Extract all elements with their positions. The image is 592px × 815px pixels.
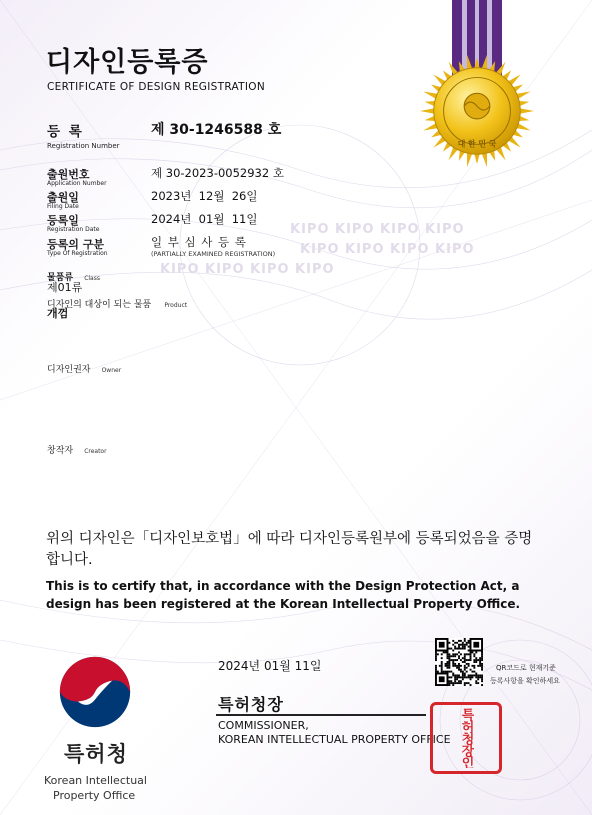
qr-module bbox=[452, 644, 454, 646]
qr-module bbox=[464, 674, 466, 676]
qr-module bbox=[454, 663, 456, 665]
qr-module bbox=[462, 674, 464, 676]
qr-module bbox=[456, 674, 458, 676]
qr-module bbox=[464, 655, 466, 657]
qr-module bbox=[460, 644, 462, 646]
qr-module bbox=[441, 653, 443, 655]
qr-module bbox=[475, 651, 477, 653]
qr-module bbox=[481, 678, 483, 680]
qr-module bbox=[468, 646, 470, 648]
class-label-en: Class bbox=[84, 275, 100, 282]
qr-module bbox=[462, 644, 464, 646]
qr-module bbox=[454, 682, 456, 684]
owner-label-group bbox=[47, 357, 121, 376]
qr-module bbox=[464, 648, 466, 650]
registration-type-value-en: (PARTIALLY EXAMINED REGISTRATION) bbox=[151, 250, 276, 258]
qr-module bbox=[448, 684, 450, 686]
qr-module bbox=[458, 665, 460, 667]
qr-module bbox=[464, 669, 466, 671]
seal-ray bbox=[519, 101, 529, 106]
qr-module bbox=[460, 659, 462, 661]
issuer-title-ko: 특허청장 bbox=[218, 695, 284, 714]
qr-module bbox=[471, 671, 473, 673]
qr-module bbox=[464, 659, 466, 661]
qr-module bbox=[475, 682, 477, 684]
registration-date-label: 등록일 bbox=[47, 214, 79, 227]
qr-module bbox=[456, 665, 458, 667]
qr-module bbox=[437, 671, 439, 673]
seal-ray bbox=[517, 123, 531, 130]
qr-module bbox=[471, 676, 473, 678]
qr-module bbox=[450, 676, 452, 678]
qr-module bbox=[475, 674, 477, 676]
qr-module bbox=[452, 674, 454, 676]
qr-module bbox=[470, 669, 472, 671]
qr-module bbox=[456, 653, 458, 655]
qr-module bbox=[435, 665, 437, 667]
filing-date-label: 출원일 bbox=[47, 191, 79, 204]
application-number-value: 제 30-2023-0052932 호 bbox=[151, 166, 284, 180]
application-number-label-en: Application Number bbox=[47, 180, 107, 187]
qr-module bbox=[473, 661, 475, 663]
qr-module bbox=[448, 663, 450, 665]
qr-module bbox=[448, 682, 450, 684]
registration-type-label-en: Type Of Registration bbox=[47, 250, 108, 257]
kipo-logo-en-line2: Property Office bbox=[53, 789, 136, 802]
qr-module bbox=[481, 676, 483, 678]
owner-label: 디자인권자 bbox=[47, 365, 91, 375]
filing-date-label-en: Filing Date bbox=[47, 203, 79, 210]
qr-module bbox=[447, 667, 449, 669]
product-label-en: Product bbox=[164, 302, 188, 309]
qr-module bbox=[447, 653, 449, 655]
seal-ray bbox=[474, 58, 479, 68]
qr-module bbox=[468, 665, 470, 667]
qr-module bbox=[470, 684, 472, 686]
qr-module bbox=[452, 665, 454, 667]
qr-module bbox=[452, 663, 454, 665]
seal-ray bbox=[423, 123, 437, 130]
qr-module bbox=[468, 650, 470, 652]
application-number-label: 출원번호 bbox=[47, 168, 90, 181]
seal-ray bbox=[482, 55, 487, 69]
qr-module bbox=[481, 659, 483, 661]
issuer-title-en-line1: COMMISSIONER, bbox=[218, 719, 309, 732]
qr-module bbox=[441, 665, 443, 667]
qr-module bbox=[473, 642, 479, 648]
registration-number: 제 30-1246588 호 bbox=[151, 122, 282, 138]
qr-module bbox=[458, 640, 460, 642]
qr-module bbox=[464, 665, 466, 667]
qr-module bbox=[435, 671, 437, 673]
qr-module bbox=[479, 665, 481, 667]
qr-module bbox=[479, 659, 481, 661]
seal-ray bbox=[423, 91, 437, 98]
qr-module bbox=[468, 674, 470, 676]
qr-module bbox=[466, 659, 468, 661]
qr-module bbox=[466, 667, 468, 669]
qr-module bbox=[454, 653, 456, 655]
qr-module bbox=[460, 682, 462, 684]
gold-seal-icon bbox=[418, 52, 536, 170]
qr-module bbox=[470, 676, 472, 678]
qr-module bbox=[448, 659, 450, 661]
qr-module bbox=[439, 676, 445, 682]
watermark-text: KIPO KIPO KIPO KIPO bbox=[290, 222, 465, 237]
product-value: 개껌 bbox=[47, 307, 69, 320]
qr-module bbox=[468, 659, 470, 661]
qr-module bbox=[441, 663, 443, 665]
qr-module bbox=[447, 663, 449, 665]
seal-ray bbox=[519, 116, 529, 121]
qr-module bbox=[470, 657, 472, 659]
qr-module bbox=[448, 661, 450, 663]
qr-module bbox=[464, 657, 466, 659]
qr-module bbox=[452, 682, 454, 684]
qr-module bbox=[458, 680, 460, 682]
qr-module bbox=[445, 663, 447, 665]
qr-module bbox=[460, 676, 462, 678]
qr-module bbox=[447, 657, 449, 659]
qr-module bbox=[470, 674, 472, 676]
certification-text-ko: 위의 디자인은「디자인보호법」에 따라 디자인등록원부에 등록되었음을 증명합니다. bbox=[46, 531, 533, 568]
registration-date-value: 2024년 01월 11일 bbox=[151, 212, 258, 226]
qr-module bbox=[435, 651, 437, 653]
qr-module bbox=[452, 673, 454, 675]
registration-label-en: Registration Number bbox=[47, 142, 120, 150]
qr-module bbox=[435, 667, 437, 669]
qr-module bbox=[473, 659, 475, 661]
qr-module bbox=[475, 676, 477, 678]
qr-module bbox=[458, 667, 460, 669]
qr-module bbox=[454, 674, 456, 676]
qr-module bbox=[477, 659, 479, 661]
qr-module bbox=[466, 682, 468, 684]
qr-module bbox=[458, 669, 460, 671]
qr-module bbox=[454, 659, 456, 661]
qr-module bbox=[462, 657, 464, 659]
qr-module bbox=[464, 644, 466, 646]
qr-module bbox=[481, 651, 483, 653]
qr-module bbox=[441, 657, 443, 659]
qr-module bbox=[481, 674, 483, 676]
qr-module bbox=[437, 653, 439, 655]
qr-module bbox=[460, 669, 462, 671]
qr-module bbox=[470, 655, 472, 657]
qr-module bbox=[466, 676, 468, 678]
qr-module bbox=[477, 676, 479, 678]
qr-module bbox=[458, 674, 460, 676]
qr-module bbox=[458, 663, 460, 665]
qr-module bbox=[475, 661, 477, 663]
qr-module bbox=[466, 644, 468, 646]
qr-module bbox=[481, 655, 483, 657]
kipo-logo-icon bbox=[57, 654, 133, 730]
qr-module bbox=[458, 682, 460, 684]
qr-module bbox=[450, 671, 452, 673]
qr-module bbox=[435, 669, 437, 671]
qr-module bbox=[464, 646, 466, 648]
qr-module bbox=[454, 680, 456, 682]
official-stamp bbox=[430, 702, 502, 774]
qr-module bbox=[448, 676, 450, 678]
qr-module bbox=[464, 638, 466, 640]
qr-module bbox=[443, 651, 445, 653]
qr-module bbox=[462, 673, 464, 675]
qr-module bbox=[458, 644, 460, 646]
creator-label-en: Creator bbox=[84, 448, 107, 455]
certificate-title-en: CERTIFICATE OF DESIGN REGISTRATION bbox=[47, 81, 265, 93]
qr-module bbox=[448, 665, 450, 667]
qr-module bbox=[454, 648, 456, 650]
issuer-title-en-line2: KOREAN INTELLECTUAL PROPERTY OFFICE bbox=[218, 733, 451, 746]
qr-module bbox=[456, 659, 458, 661]
qr-module bbox=[441, 671, 443, 673]
qr-module bbox=[458, 657, 460, 659]
qr-module bbox=[450, 680, 452, 682]
qr-module bbox=[475, 680, 477, 682]
qr-module bbox=[470, 678, 472, 680]
qr-module bbox=[473, 665, 475, 667]
registration-label: 등 록 bbox=[47, 124, 84, 140]
qr-module bbox=[464, 682, 466, 684]
qr-module bbox=[448, 671, 450, 673]
qr-module bbox=[454, 655, 456, 657]
qr-module bbox=[464, 653, 466, 655]
seal-ray bbox=[482, 153, 487, 167]
qr-module bbox=[464, 667, 466, 669]
issue-date: 2024년 01월 11일 bbox=[218, 659, 322, 673]
qr-module bbox=[473, 655, 475, 657]
qr-module bbox=[468, 663, 470, 665]
qr-module bbox=[452, 684, 454, 686]
qr-module bbox=[464, 676, 466, 678]
qr-module bbox=[468, 640, 470, 642]
qr-module bbox=[435, 657, 437, 659]
qr-module bbox=[450, 648, 452, 650]
qr-module bbox=[479, 676, 481, 678]
qr-module bbox=[454, 646, 456, 648]
qr-module bbox=[435, 659, 437, 661]
qr-module bbox=[448, 648, 450, 650]
qr-module bbox=[448, 680, 450, 682]
qr-module bbox=[468, 682, 470, 684]
qr-module bbox=[470, 651, 472, 653]
seal-ray bbox=[520, 108, 534, 113]
qr-module bbox=[458, 648, 460, 650]
qr-module bbox=[464, 673, 466, 675]
qr-module bbox=[481, 667, 483, 669]
seal-ray bbox=[467, 55, 472, 69]
qr-module bbox=[462, 648, 464, 650]
qr-module bbox=[477, 682, 479, 684]
watermark-text: KIPO KIPO KIPO KIPO bbox=[160, 262, 335, 277]
certificate-title: 디자인등록증 bbox=[46, 47, 209, 78]
qr-module bbox=[447, 651, 449, 653]
qr-module bbox=[448, 655, 450, 657]
qr-module bbox=[475, 657, 477, 659]
qr-module bbox=[458, 646, 460, 648]
qr-module bbox=[452, 655, 454, 657]
qr-module bbox=[481, 680, 483, 682]
qr-module bbox=[479, 661, 481, 663]
qr-module bbox=[452, 653, 454, 655]
qr-module bbox=[454, 678, 456, 680]
qr-module bbox=[456, 648, 458, 650]
qr-note-line2: 등록사항을 확인하세요 bbox=[490, 677, 560, 685]
qr-module bbox=[466, 663, 468, 665]
qr-module bbox=[464, 640, 466, 642]
qr-module bbox=[447, 665, 449, 667]
qr-module bbox=[473, 671, 475, 673]
qr-module bbox=[462, 646, 464, 648]
certification-text-en: This is to certify that, in accordance with the Design Protection Act, a design has been registered at the Korean Intellectual Property Office. bbox=[46, 579, 521, 611]
seal-ray bbox=[467, 153, 472, 167]
qr-module bbox=[439, 642, 445, 648]
qr-module bbox=[468, 642, 470, 644]
qr-module bbox=[447, 671, 449, 673]
seal-ray bbox=[474, 154, 479, 164]
creator-label: 창작자 bbox=[47, 446, 74, 456]
qr-module bbox=[450, 655, 452, 657]
qr-module bbox=[460, 640, 462, 642]
qr-module bbox=[452, 659, 454, 661]
qr-module bbox=[470, 659, 472, 661]
qr-module bbox=[448, 667, 450, 669]
qr-module bbox=[454, 665, 456, 667]
filing-date-value: 2023년 12월 26일 bbox=[151, 189, 258, 203]
qr-module bbox=[456, 676, 458, 678]
seal-ray bbox=[517, 91, 531, 98]
registration-type-value: 일 부 심 사 등 록 bbox=[151, 235, 247, 249]
qr-module bbox=[468, 676, 470, 678]
qr-module bbox=[479, 657, 481, 659]
qr-module bbox=[471, 665, 473, 667]
owner-label-en: Owner bbox=[101, 367, 122, 374]
issuer-rule bbox=[216, 714, 426, 716]
seal-ray bbox=[420, 108, 434, 113]
qr-module bbox=[462, 661, 464, 663]
kipo-logo-en-line1: Korean Intellectual bbox=[44, 774, 147, 787]
qr-module bbox=[481, 653, 483, 655]
qr-module bbox=[462, 671, 464, 673]
qr-module bbox=[448, 657, 450, 659]
seal-text: 대 한 민 국 bbox=[457, 139, 497, 149]
qr-module bbox=[462, 676, 464, 678]
qr-module bbox=[462, 678, 464, 680]
qr-module bbox=[481, 657, 483, 659]
qr-module bbox=[458, 655, 460, 657]
qr-module bbox=[445, 651, 447, 653]
qr-module bbox=[450, 682, 452, 684]
watermark-text: KIPO KIPO KIPO KIPO bbox=[300, 242, 475, 257]
qr-module bbox=[473, 653, 475, 655]
qr-module bbox=[475, 659, 477, 661]
qr-module bbox=[454, 676, 456, 678]
qr-module bbox=[452, 650, 454, 652]
qr-module bbox=[439, 665, 441, 667]
qr-module bbox=[475, 673, 477, 675]
qr-module bbox=[441, 669, 443, 671]
qr-module bbox=[477, 665, 479, 667]
qr-module bbox=[466, 642, 468, 644]
qr-module bbox=[443, 671, 445, 673]
kipo-logo-ko: 특허청 bbox=[64, 742, 128, 766]
qr-module bbox=[456, 678, 458, 680]
qr-module bbox=[454, 642, 456, 644]
seal-ray bbox=[425, 116, 435, 121]
class-value: 제01류 bbox=[47, 281, 83, 294]
qr-module bbox=[445, 665, 447, 667]
qr-module bbox=[473, 667, 475, 669]
qr-module bbox=[448, 653, 450, 655]
qr-module bbox=[460, 648, 462, 650]
stamp-text: 특허청장인 bbox=[458, 708, 474, 768]
qr-module bbox=[466, 671, 468, 673]
qr-module bbox=[460, 653, 462, 655]
qr-module bbox=[464, 684, 466, 686]
qr-module bbox=[481, 669, 483, 671]
qr-code-icon[interactable] bbox=[435, 638, 483, 686]
product-label: 디자인의 대상이 되는 물품 bbox=[47, 300, 152, 310]
qr-module bbox=[445, 671, 447, 673]
qr-module bbox=[441, 661, 443, 663]
qr-module bbox=[481, 665, 483, 667]
qr-module bbox=[477, 674, 479, 676]
qr-module bbox=[458, 676, 460, 678]
qr-module bbox=[456, 642, 458, 644]
qr-module bbox=[441, 667, 443, 669]
qr-module bbox=[473, 674, 475, 676]
qr-module bbox=[462, 642, 464, 644]
qr-note-line1: QR코드로 현재기준 bbox=[496, 664, 556, 672]
creator-label-group bbox=[47, 438, 107, 457]
qr-module bbox=[450, 659, 452, 661]
qr-module bbox=[477, 678, 479, 680]
qr-module bbox=[460, 671, 462, 673]
qr-module bbox=[456, 667, 458, 669]
registration-date-label-en: Registration Date bbox=[47, 226, 100, 233]
seal-ray bbox=[425, 101, 435, 106]
qr-module bbox=[435, 653, 437, 655]
qr-module bbox=[458, 651, 460, 653]
qr-module bbox=[452, 640, 454, 642]
qr-module bbox=[481, 663, 483, 665]
qr-module bbox=[464, 661, 466, 663]
qr-module bbox=[479, 674, 481, 676]
registration-type-label: 등록의 구분 bbox=[47, 238, 104, 251]
qr-module bbox=[435, 655, 437, 657]
qr-module bbox=[468, 653, 470, 655]
qr-module bbox=[466, 653, 468, 655]
qr-module bbox=[448, 642, 450, 644]
qr-module bbox=[460, 680, 462, 682]
qr-module bbox=[456, 682, 458, 684]
qr-module bbox=[447, 661, 449, 663]
qr-module bbox=[460, 665, 462, 667]
qr-module bbox=[471, 651, 473, 653]
qr-module bbox=[470, 653, 472, 655]
qr-module bbox=[479, 663, 481, 665]
qr-module bbox=[481, 684, 483, 686]
class-label: 물품류 bbox=[47, 273, 74, 283]
qr-module bbox=[471, 674, 473, 676]
qr-module bbox=[452, 661, 454, 663]
qr-module bbox=[447, 655, 449, 657]
